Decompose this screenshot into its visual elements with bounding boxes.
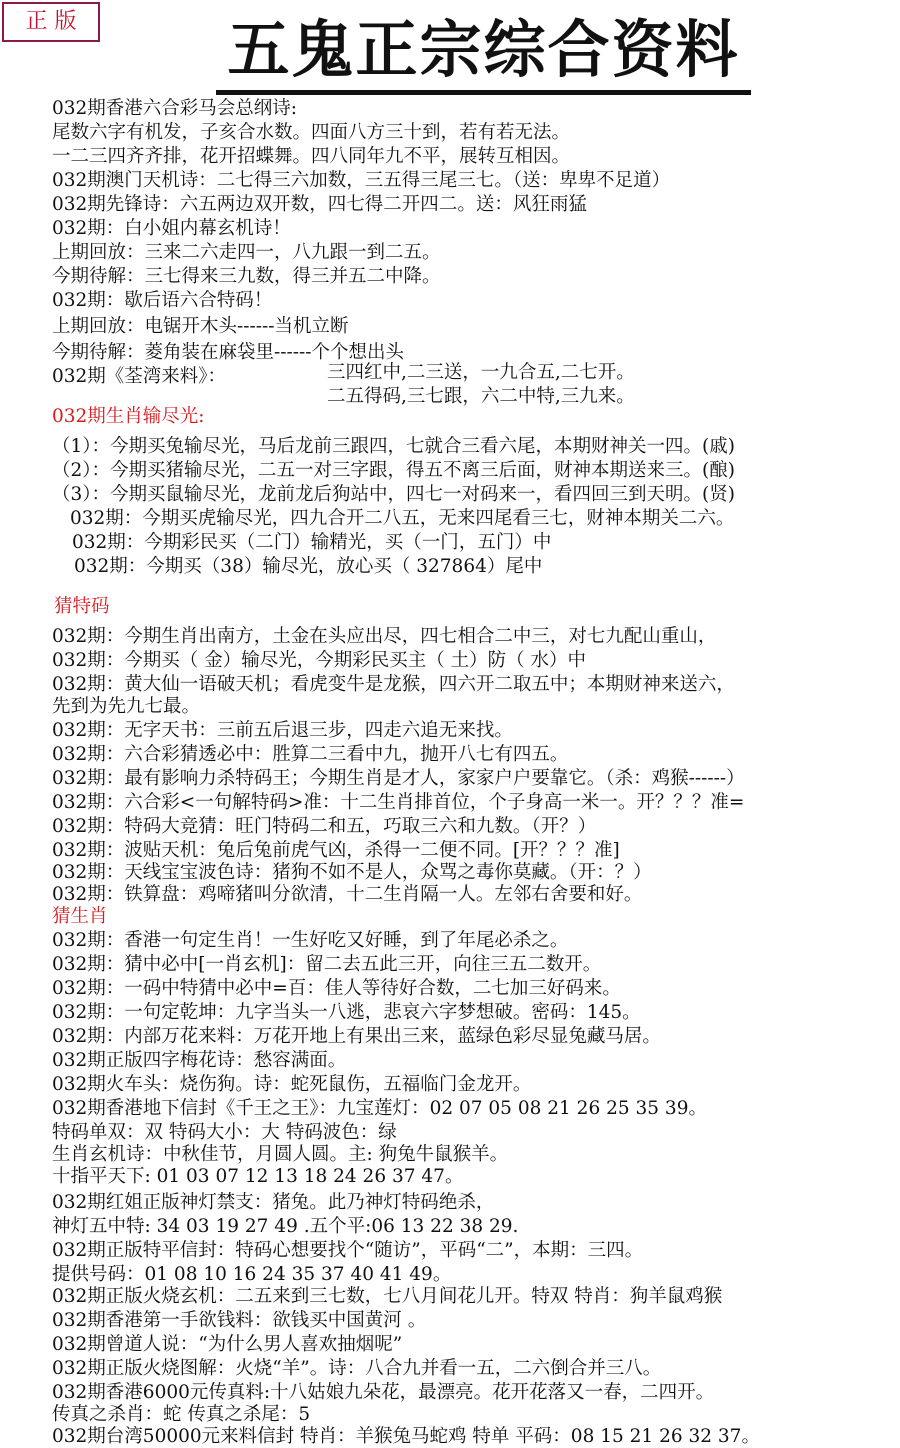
text-line: 032期香港第一手欲钱料：欲钱买中国黄河 。: [52, 1310, 427, 1331]
text-line: 032期：铁算盘：鸡啼猪叫分欲清，十二生肖隔一人。左邻右舍要和好。: [52, 884, 643, 905]
text-line: 032期曾道人说：“为什么男人喜欢抽烟呢”: [52, 1334, 403, 1355]
text-line: 三四红中,二三送，一九合五,二七开。: [327, 362, 635, 383]
text-line: 提供号码：01 08 10 16 24 35 37 40 41 49。: [52, 1264, 452, 1285]
text-line: 032期正版火烧图解：火烧“羊”。诗：八合九并看一五，二六倒合并三八。: [52, 1358, 662, 1379]
text-line: 032期：波贴天机：兔后兔前虎气凶，杀得一二便不同。[开？？？准]: [52, 840, 620, 861]
text-line: 032期：今期买（38）输尽光，放心买（ 327864）尾中: [74, 556, 543, 577]
text-line: 032期：六合彩<一句解特码>准：十二生肖排首位，个子身高一米一。开？？？准=: [52, 792, 745, 813]
text-line: 今期待解：菱角装在麻袋里------个个想出头: [52, 342, 405, 363]
text-line: 032期先锋诗：六五两边双开数，四七得二开四二。送：风狂雨猛: [52, 194, 587, 215]
text-line: 032期：黄大仙一语破天机；看虎变牛是龙猴，四六开二取五中；本期财神来送六，: [52, 674, 735, 695]
text-line: 尾数六字有机发，子亥合水数。四面八方三十到，若有若无法。: [52, 122, 571, 143]
text-line: 032期台湾50000元来料信封 特肖：羊猴兔马蛇鸡 特单 平码：08 15 21 26 32 37。: [52, 1426, 760, 1447]
text-line: 032期香港6000元传真料:十八姑娘九朵花，最漂亮。花开花落又一春，二四开。: [52, 1382, 715, 1403]
text-line: 032期：今期彩民买（二门）输精光，买（一门，五门）中: [72, 532, 552, 553]
text-line: 032期：特码大竞猜：旺门特码二和五，巧取三六和九数。（开？）: [52, 816, 597, 837]
text-line: 032期香港六合彩马会总纲诗:: [52, 98, 298, 119]
text-line: 032期：歇后语六合特码！: [52, 290, 273, 311]
text-line: 先到为先九七最。: [52, 696, 201, 717]
text-line: 032期：猜中必中[一肖玄机]：留二去五此三开，向往三五二数开。: [52, 954, 602, 975]
section-heading: 032期生肖输尽光:: [52, 406, 205, 427]
section-heading: 猜特码: [54, 596, 110, 617]
text-line: 十指平天下: 01 03 07 12 13 18 24 26 37 47。: [52, 1166, 464, 1187]
text-line: 032期：最有影响力杀特码王；今期生肖是才人，家家户户要靠它。（杀：鸡猴------）: [52, 768, 745, 789]
text-line: 上期回放：三来二六走四一，八九跟一到二五。: [52, 242, 441, 263]
text-line: 032期：六合彩猜透必中：胜算二三看中九，抛开八七有四五。: [52, 744, 569, 765]
text-line: 今期待解：三七得来三九数，得三并五二中降。: [52, 266, 441, 287]
text-line: 032期：内部万花来料：万花开地上有果出三来，蓝绿色彩尽显兔藏马居。: [52, 1026, 661, 1047]
genuine-badge: 正 版: [2, 2, 100, 42]
text-line: 032期红姐正版神灯禁支：猪兔。此乃神灯特码绝杀，: [52, 1192, 495, 1213]
text-line: 032期：今期买虎输尽光，四九合开二八五，无来四尾看三七，财神本期关二六。: [70, 508, 735, 529]
text-line: 特码单双：双 特码大小：大 特码波色：绿: [52, 1122, 397, 1143]
text-line: 032期正版四字梅花诗：愁容满面。: [52, 1050, 347, 1071]
text-line: 032期：香港一句定生肖！一生好吃又好睡，到了年尾必杀之。: [52, 930, 569, 951]
text-line: 032期澳门天机诗：二七得三六加数，三五得三尾三七。（送：卑卑不足道）: [52, 170, 671, 191]
text-line: 032期火车头：烧伤狗。诗：蛇死鼠伤，五福临门金龙开。: [52, 1074, 532, 1095]
text-line: 032期：天线宝宝波色诗：猪狗不如不是人，众骂之毒你莫藏。（开：？）: [52, 862, 652, 883]
text-line: 032期正版特平信封：特码心想要找个“随访”，平码“二”，本期：三四。: [52, 1240, 644, 1261]
text-line: 一二三四齐齐排，花开招蝶舞。四八同年九不平，展转互相因。: [52, 146, 571, 167]
text-line: 032期正版火烧玄机：二五来到三七数，七八月间花儿开。特双 特肖：狗羊鼠鸡猴: [52, 1286, 723, 1307]
text-line: 神灯五中特: 34 03 19 27 49 .五个平:06 13 22 38 29.: [52, 1216, 519, 1237]
text-line: 二五得码,三七跟，六二中特,三九来。: [327, 386, 635, 407]
text-line: 032期：今期生肖出南方，土金在头应出尽，四七相合二中三，对七九配山重山，: [52, 626, 717, 647]
text-line: 032期《荃湾来料》：: [52, 366, 227, 387]
text-line: （3）：今期买鼠输尽光，龙前龙后狗站中，四七一对码来一，看四回三到天明。(贤): [52, 484, 735, 505]
text-line: 上期回放：电锯开木头------当机立断: [52, 316, 349, 337]
text-line: 032期：一码中特猜中必中=百：佳人等待好合数，二七加三好码来。: [52, 978, 621, 999]
text-line: （2）：今期买猪输尽光，二五一对三字跟，得五不离三后面，财神本期送来三。(酿): [52, 460, 735, 481]
text-line: 传真之杀肖：蛇 传真之杀尾：5: [52, 1404, 311, 1425]
text-line: 032期：一句定乾坤：九字当头一八逃，悲哀六字梦想破。密码：145。: [52, 1002, 641, 1023]
text-line: （1）：今期买兔输尽光，马后龙前三跟四，七就合三看六尾，本期财神关一四。(戚): [52, 436, 735, 457]
section-heading: 猜生肖: [52, 906, 108, 927]
text-line: 032期：无字天书：三前五后退三步，四走六追无来找。: [52, 720, 513, 741]
text-line: 生肖玄机诗：中秋佳节，月圆人圆。主: 狗兔牛鼠猴羊。: [52, 1144, 509, 1165]
text-line: 032期：今期买（ 金）输尽光，今期彩民买主（ 土）防（ 水）中: [52, 650, 586, 671]
text-line: 032期香港地下信封《千王之王》：九宝莲灯：02 07 05 08 21 26 25 35 39。: [52, 1098, 707, 1119]
page-title: 五鬼正宗综合资料: [216, 14, 751, 95]
text-line: 032期：白小姐内幕玄机诗！: [52, 218, 291, 239]
